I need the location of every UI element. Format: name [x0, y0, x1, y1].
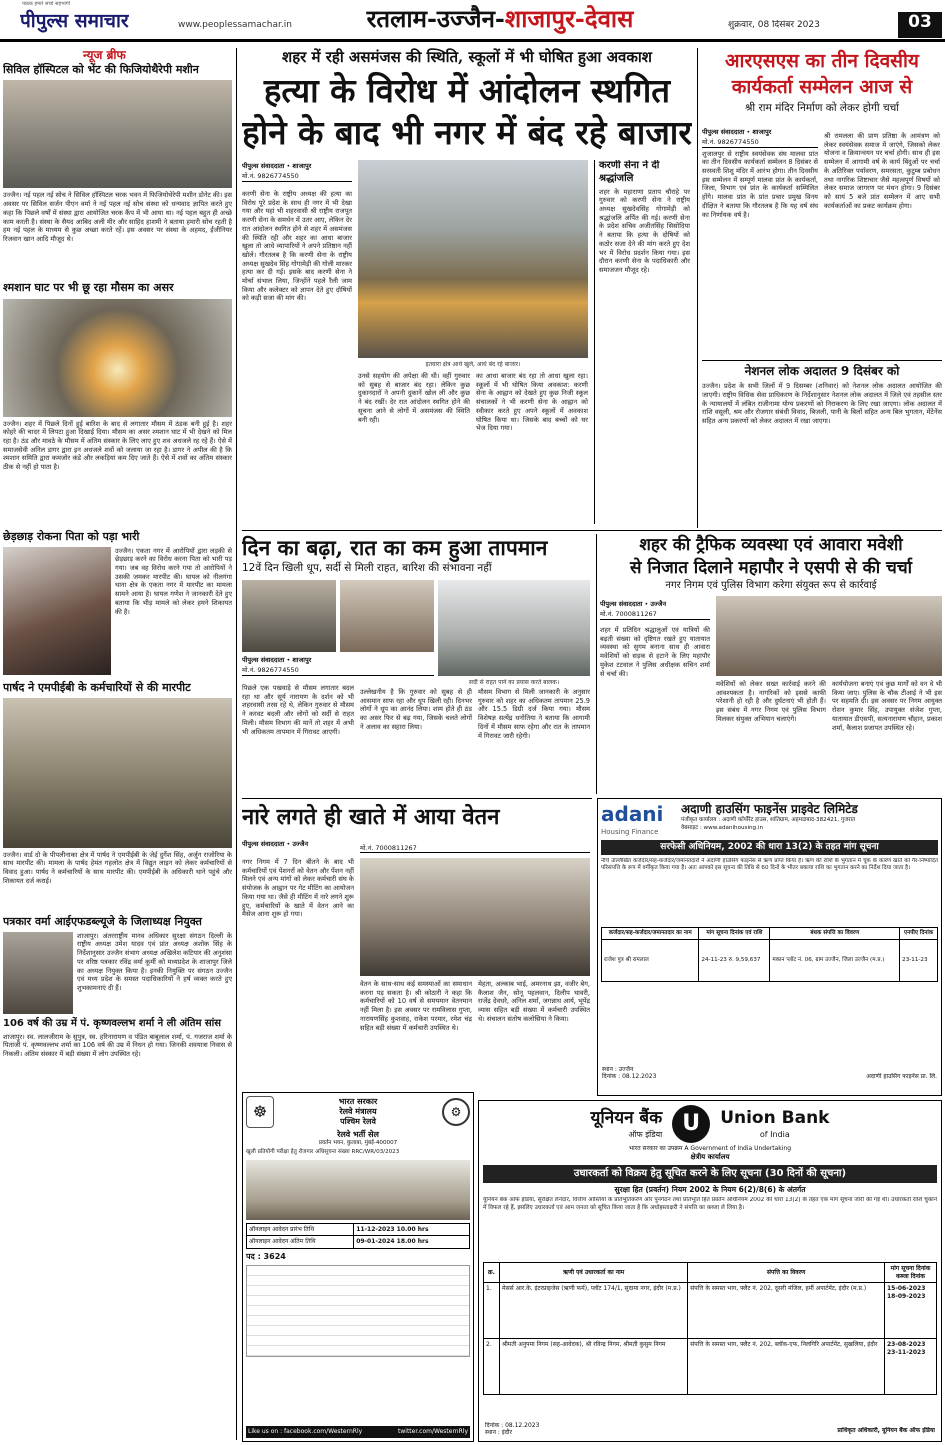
issue-date: शुक्रवार, 08 दिसंबर 2023	[728, 20, 820, 30]
article-col: वेतन के साथ-साथ कई समस्याओं का समाधान करना पड़ सकता है। श्री कोठारी ने कहा कि कर्मचारियों को 10 वर्ष से समयमान वेतनमान नहीं मिला है। इस अवसर पर रामविलास गुप्ता, नारायणसिंह कुशवाह, राकेश परमार, रमेश चंद्र सहित बड़ी संख्या में कर्मचारी उपस्थित थे।	[360, 980, 472, 1032]
section-title	[325, 4, 675, 36]
table-cell: 23-11-23	[900, 940, 938, 982]
photo-mayor-meeting	[716, 596, 942, 676]
kicker: शहर में रही असमंजस की स्थिति, स्कूलों में भी घोषित हुआ अवकाश	[282, 48, 652, 66]
lok-adalat	[702, 360, 942, 525]
story-title: छेड़छाड़ रोकना पिता को पड़ा भारी	[3, 529, 140, 543]
story-body: उज्जैन। शहर में पिछले दिनों हुई बारिश के बाद से लगातार मौसम में ठंडक बनी हुई है। शहर कोहरे की चादर में लिपटा हुआ दिखाई दिया। मौसम का असर श्मशान घाट में भी देखने को मिल रहा है। ठंड और मावठे के मौसम में अंतिम संस्कार के लिए लाए हुए शव अधजले रह रहे हैं। ऐसे में समाजसेवी अनिल डागर द्वारा इन अधजले शवों को जलाया जा रहा है। डागर ने अपील की है कि श्मशान समिति द्वारा कमजोर कंडे और लकड़ियां कम दिए जाते हैं। ऐसे में शवों का अंतिम संस्कार ठीक से नहीं हो पाता है।	[3, 419, 232, 472]
headline: हत्या के विरोध में आंदोलन स्थगित	[263, 71, 671, 110]
union-office: क्षेत्रीय कार्यालय	[690, 1152, 730, 1161]
brief-story-3	[3, 530, 232, 675]
union-eng: Union Bank	[720, 1108, 830, 1128]
article-rss: आरएसएस का तीन दिवसीय कार्यकर्ता सम्मेलन आज से श्री राम मंदिर निर्माण को लेकर होगी चर्चा पीपुल्स संवाददाता • शाजापुर मो.नं. 9826774550 शुजालपुर से राष्ट्रीय स्वयंसेवक संघ मालवा प्रांत का तीन दिवसीय कार्यकर्ता सम्मेलन 8 दिसंबर से सरस्वती शिशु मंदिर में आरंभ होगा। तीन दिवसीय इस सम्मेलन में सम्पूर्ण मालवा प्रांत के कार्यकर्ता, जिला, विभाग एवं प्रांत के कार्यकर्ता सम्मिलित होंगे। मालवा प्रांत के प्रांत प्रचार प्रमुख विनय दीक्षित ने बताया कि गौरतलब है कि यह वर्ष संघ का निर्णायक वर्ष है। श्री रामलला की प्राण प्रतिष्ठा के आमंत्रण को लेकर स्वयंसेवक समाज में जाएंगे, जिसको लेकर योजना व क्रियान्वयन पर चर्चा होगी। साथ ही इस सम्मेलन में आगामी वर्ष के कार्य बिंदुओं पर चर्चा के अतिरिक्त पर्यावरण, समरसता, कुटुम्ब प्रबोधन तथा नागरिक शिष्टाचार जैसे महत्वपूर्ण विषयों को लेकर समाज जागरण पर मंथन होगा। 9 दिसंबर को सायं 5 बजे प्रांत सम्मेलन में आए सभी कार्यकर्ताओं का प्रकट कार्यक्रम होगा। नेशनल लोक अदालत 9 दिसंबर को उज्जैन। प्रदेश के सभी जिलों में 9 दिसम्बर (शनिवार) को नेशनल लोक अदालत आयोजित की जाएगी। राष्ट्रीय विधिक सेवा प्राधिकरण के निर्देशानुसार नेशनल लोक अदालत में जिले एवं तहसील स्तर के न्यायालयों में लंबित राजीनामा योग्य प्रकरणों को निराकरण के लिए रखा जाएगा। लोक अदालत में राशि वसूली, श्रम और रोजगार संबंधी विवाद, बिजली, पानी के बिलों सहित अन्य बिल भुगतान, मेंटेनेंस सहित अन्य प्रकरणों को लेकर अदालत में रखा जाएगा।	[702, 48, 942, 528]
table-cell: मेसर्स आर.के. इंटरप्राइजेस (ऋणी फर्म), प्लॉट 174/1, सुदामा नगर, इंदौर (म.प्र.)	[500, 1283, 688, 1339]
adani-title: अदाणी हाउसिंग फाइनेंस प्राइवेट लिमिटेड	[681, 802, 858, 816]
photo-scuffle	[3, 698, 232, 848]
table-header: क्र.	[484, 1263, 500, 1283]
article-col: मवेशियों को लेकर सख्त कार्रवाई करने की आवश्यकता है। नागरिकों को इससे काफी परेशानी हो रही है और दुर्घटनाएं भी होती हैं। इस संबंध में नगर निगम एवं पुलिस विभाग मिलकर संयुक्त अभियान चलाएंगे।	[716, 680, 826, 723]
adani-table	[601, 927, 938, 982]
news-brief-label: न्यूज ब्रीफ	[83, 48, 126, 62]
adani-web[interactable]: वेबसाइट : www.adanihousing.in	[681, 824, 763, 831]
story-body: उज्जैन। वार्ड दो के पीपलीनाका क्षेत्र में पार्षद ने एमपीईबी के जेई दुर्गेश सिंह, अर्जुन राजोरिया के साथ मारपीट की। मामला के पार्षद हेमंत गहलोत क्षेत्र में विद्युत लाइन को लेकर कर्मचारियों से विवाद हुआ। पार्षद ने कर्मचारियों के साथ मारपीट की। एमपीईबी के अधिकारी थाने पहुंचे और शिकायत दर्ज कराई।	[3, 850, 232, 885]
table-cell: राजेश पुत्र श्री रामलाल	[602, 940, 699, 982]
place: शाजापुर	[752, 128, 772, 136]
headline: दिन का बढ़ा, रात का कम हुआ तापमान	[242, 535, 548, 560]
adani-notice	[597, 798, 942, 1096]
union-body: यूनियन बैंक ऑफ इंडिया, सुरक्षित लेनदार, वित्तीय आस्तियों के प्रतिभूतिकरण और पुनर्गठन तथा प्रतिभूति हित प्रवर्तन अधिनियम 2002 की धारा 13(2) के तहत एक मांग सूचना जारी की गई थी। उधारकर्ता राशि चुकाने में विफल रहे हैं, इसलिए उधारकर्ता एवं आम जनता को सूचित किया जाता है कि अधोहस्ताक्षरी ने संपत्ति का कब्जा ले लिया है।	[483, 1197, 937, 1211]
article-col: उनसे सहयोग की अपेक्षा की थी। वहीं गुरुवार को सुबह से बाजार बंद रहा। लेकिन कुछ दुकानदारों ने अपनी दुकानें खोल लीं और कुछ ने बंद रखीं। देर रात आंदोलन स्थगित होने की सूचना आने से लोगों में असमंजस की स्थिति बनी रही।	[358, 372, 470, 424]
byline: पीपुल्स संवाददाता	[702, 128, 745, 136]
article-col: पिछले एक पखवाड़े से मौसम लगातार बदल रहा था और सूर्य नारायण के दर्शन को भी शहरवासी तरस रहे थे, लेकिन गुरुवार से मौसम ने करवट बदली और लोगों को सर्दी से राहत मिली। मौसम विभाग की मानें तो शहर में अभी भी अधिकतम तापमान में गिरावट आएगी।	[242, 684, 354, 736]
subheadline: नगर निगम एवं पुलिस विभाग करेगा संयुक्त रूप से कार्रवाई	[665, 580, 877, 591]
table-header: एनपीए दिनांक	[900, 928, 938, 940]
mobile: मो.नं. 9826774550	[242, 172, 352, 181]
rail-title: रेलवे भर्ती सेल	[337, 1130, 379, 1139]
rail-org: भारत सरकार	[338, 1096, 378, 1106]
adani-sub: Housing Finance	[601, 827, 659, 836]
adani-logo: adani	[601, 802, 664, 826]
article-col: का आधा बाजार बंद रहा तो आधा खुला रहा। स्कूलों में भी घोषित किया अवकाश: करणी सेना के आह्वान को देखते हुए कुछ निजी स्कूल संचालकों ने भी करणी सेना के आह्वान को स्वीकार करते हुए अपने स्कूलों में अवकाश घोषित किया था। जिसके बाद बच्चों को घर भेज दिया गया।	[476, 372, 588, 433]
article-col: शुजालपुर से राष्ट्रीय स्वयंसेवक संघ मालवा प्रांत का तीन दिवसीय कार्यकर्ता सम्मेलन 8 दिसंबर से सरस्वती शिशु मंदिर में आरंभ होगा। तीन दिवसीय इस सम्मेलन में सम्पूर्ण मालवा प्रांत के कार्यकर्ता, जिला, विभाग एवं प्रांत के कार्यकर्ता सम्मिलित होंगे। मालवा प्रांत के प्रांत प्रचार प्रमुख विनय दीक्षित ने बताया कि गौरतलब है कि यह वर्ष संघ का निर्णायक वर्ष है।	[702, 149, 818, 219]
left-column	[3, 48, 232, 1442]
story-title: 106 वर्ष की उम्र में पं. कृष्णवल्लभ शर्मा ने ली अंतिम सांस	[3, 1017, 222, 1029]
mobile: मो.नं. 9826774550	[702, 138, 818, 147]
table-cell: संपत्ति के समस्त भाग, फ्लैट नं. 202, दूसरी मंजिल, हमीं अपार्टमेंट, इंदौर (म.प्र.)	[688, 1283, 885, 1339]
union-table	[483, 1262, 937, 1395]
section-title-a: रतलाम-उज्जैन-	[366, 4, 505, 33]
logo: पीपुल्स समाचार	[20, 10, 129, 32]
article-col: करणी सेना के राष्ट्रीय अध्यक्ष की हत्या का विरोध पूरे प्रदेश के साथ ही नगर में भी देखा गया और यहां भी शहरवासी श्री राष्ट्रीय राजपूत करणी सेना के समर्थन में उतर आए, लेकिन देर रात आंदोलन स्थगित होने से शहर में असमंजस की स्थिति रही और शहर का आधा बाजार खुला तो आधे व्यापारियों ने अपने प्रतिष्ठान नहीं खोले। गौरतलब है कि करणी सेना के राष्ट्रीय अध्यक्ष सुखदेव सिंह गोगामेड़ी की गोली मारकर हत्या कर दी गई। इसके बाद करणी सेना ने मोर्चा संभाल लिया, जिन्होंने पहले रैली जाम किया और कलेक्टर को ज्ञापन देते हुए दोषियों को कड़ी सजा की मांग की।	[242, 190, 352, 303]
table-cell: ऑनलाइन आवेदन प्रारंभ तिथि	[247, 1223, 354, 1236]
adani-place: स्थान : उज्जैन	[602, 1065, 634, 1073]
article-col: उल्लेखनीय है कि गुरुवार को सुबह से ही आसमान साफ रहा और धूप खिली रही। दिनभर लोगों ने धूप का आनंद लिया। शाम होते ही ठंड का असर फिर से बढ़ गया, जिसके चलते लोगों ने अलाव का सहारा लिया।	[360, 688, 472, 731]
photo-cremation	[3, 299, 232, 417]
table-cell: 11-12-2023 10.00 hrs	[354, 1223, 470, 1236]
table-cell: 23-08-2023 23-11-2023	[885, 1339, 937, 1395]
mobile: मो.नं. 7000811267	[360, 844, 590, 853]
story-title: नेशनल लोक अदालत 9 दिसंबर को	[744, 364, 900, 378]
story-body: शाजापुर। अंतरराष्ट्रीय मानव अधिकार सुरक्षा संगठन दिल्ली के राष्ट्रीय अध्यक्ष उमेश यादव एवं प्रांत अध्यक्ष अशोक सिंह के निर्देशानुसार उज्जैन संभाग अध्यक्ष अखिलेश कटियार की अनुशंसा पर वरिष्ठ पत्रकार रविंद्र वर्मा कूर्मी को मध्यप्रदेश के शाजापुर जिले का अध्यक्ष नियुक्त किया है। इनकी नियुक्ति पर संगठन उज्जैन एवं मध्य प्रदेश के समस्त पदाधिकारियों ने हर्ष व्यक्त करते हुए शुभकामनाएं दी हैं।	[77, 931, 232, 992]
union-logo-icon: U	[672, 1105, 710, 1143]
story-body: उज्जैन। एकता नगर में आरोपियों द्वारा लड़की से छेड़छाड़ करने का विरोध करना पिता को भारी पड़ गया। जब वह विरोध करने गया तो आरोपियों ने उसकी जमकर मारपीट की। घायल को नीलगंगा थाना क्षेत्र के एकता नगर में मारपीट का मामला सामने आया है। घायल गणेश ने जानकारी देते हुए बताया कि भीड़ मामले को लेकर हमने शिकायत की है।	[115, 546, 232, 616]
table-row	[247, 1236, 470, 1249]
adani-date: दिनांक : 08.12.2023	[602, 1073, 657, 1081]
table-header: मांग सूचना दिनांक कब्जा दिनांक	[885, 1263, 937, 1283]
sidebar-karni	[594, 160, 690, 524]
photo-fog-river	[438, 580, 590, 676]
rail-dates	[246, 1223, 470, 1249]
sidebar-title: श्रद्धांजलि	[599, 172, 634, 184]
union-notice-sub: सुरक्षा हित (प्रवर्तन) नियम 2002 के नियम 6(2)/8(6) के अंतर्गत	[614, 1185, 806, 1195]
place: उज्जैन	[650, 600, 667, 608]
photo-caption: सर्दी से राहत पाने का प्रयास करते बालक।	[468, 679, 560, 686]
table-header: संपत्ति का विवरण	[688, 1263, 885, 1283]
page-number: 03	[898, 12, 942, 38]
article-bandh: शहर में रही असमंजस की स्थिति, स्कूलों में भी घोषित हुआ अवकाश हत्या के विरोध में आंदोलन स्थगित होने के बाद भी नगर में बंद रहे बाजार पीपुल्स संवाददाता • शाजापुर मो.नं. 9826774550 करणी सेना के राष्ट्रीय अध्यक्ष की हत्या का विरोध पूरे प्रदेश के साथ ही नगर में भी देखा गया और यहां भी शहरवासी श्री राष्ट्रीय राजपूत करणी सेना के समर्थन में उतर आए, लेकिन देर रात आंदोलन स्थगित होने से शहर में असमंजस की स्थिति रही और शहर का आधा बाजार खुला तो आधे व्यापारियों ने अपने प्रतिष्ठान नहीं खोले। गौरतलब है कि करणी सेना के राष्ट्रीय अध्यक्ष सुखदेव सिंह गोगामेड़ी की गोली मारकर हत्या कर दी गई। इसके बाद करणी सेना ने मोर्चा संभाल लिया, जिन्होंने पहले रैली जाम किया और कलेक्टर को ज्ञापन देते हुए दोषियों को कड़ी सजा की मांग की। इतवारा क्षेत्र आधे खुले, आधे बंद रहे बाजार। उनसे सहयोग की अपेक्षा की थी। वहीं गुरुवार को सुबह से बाजार बंद रहा। लेकिन कुछ दुकानदारों ने अपनी दुकानें खोल लीं और कुछ ने बंद रखीं। देर रात आंदोलन स्थगित होने की सूचना आने से लोगों में असमंजस की स्थिति बनी रही। का आधा बाजार बंद रहा तो आधा खुला रहा। स्कूलों में भी घोषित किया अवकाश: करणी सेना के आह्वान को देखते हुए कुछ निजी स्कूल संचालकों ने भी करणी सेना के आह्वान को स्वीकार करते हुए अपने स्कूलों में अवकाश घोषित किया था। जिसके बाद बच्चों को घर भेज दिया गया। करणी सेना ने दी श्रद्धांजलि शहर के महाराणा प्रताप चौराहे पर गुरुवार को करणी सेना ने राष्ट्रीय अध्यक्ष सुखदेवसिंह गोगामेड़ी को श्रद्धांजलि अर्पित की गई। करणी सेना के प्रदेश सचिव अजीतसिंह सिसोदिया ने बताया कि हत्या के दोषियों को कठोर सजा देने की मांग करते हुए देश भर में विरोध प्रदर्शन किया गया। इस दौरान करणी सेना के पदाधिकारी और समाजजन मौजूद रहे।	[242, 48, 692, 528]
railway-recruitment-ad	[242, 1092, 474, 1442]
table-cell: 09-01-2024 18.00 hrs	[354, 1236, 470, 1249]
sidebar-body: शहर के महाराणा प्रताप चौराहे पर गुरुवार को करणी सेना ने राष्ट्रीय अध्यक्ष सुखदेवसिंह गोगामेड़ी को श्रद्धांजलि अर्पित की गई। करणी सेना के प्रदेश सचिव अजीतसिंह सिसोदिया ने बताया कि हत्या के दोषियों को कठोर सजा देने की मांग करते हुए देश भर में विरोध प्रदर्शन किया गया। इस दौरान करणी सेना के पदाधिकारी और समाजजन मौजूद रहे।	[599, 187, 690, 274]
headline: कार्यकर्ता सम्मेलन आज से	[731, 76, 913, 98]
section-title-b: शाजापुर-देवास	[504, 4, 634, 33]
brief-story-6	[3, 1018, 232, 1091]
subheadline: 12वें दिन खिली धूप, सर्दी से मिली राहत, बारिश की संभावना नहीं	[242, 562, 492, 574]
table-cell: 15-06-2023 18-09-2023	[885, 1283, 937, 1339]
adani-body: नीचे उल्लिखित कर्जदार/सह-कर्जदार/जमानतदारों ने अदाणी हाउसिंग फाइनेंस से ऋण प्राप्त किया है। ऋण की राशि के भुगतान में चूक के कारण खाते को गैर-निष्पादित परिसंपत्ति के रूप में वर्गीकृत किया गया है। अतः आपको इस सूचना की तिथि से 60 दिनों के भीतर बकाया राशि का भुगतान करने का निर्देश दिया जाता है।	[601, 858, 938, 872]
sidebar-title: करणी सेना ने दी	[599, 160, 660, 171]
byline: पीपुल्स संवाददाता	[600, 600, 643, 608]
table-cell: 2.	[484, 1339, 500, 1395]
table-cell: 1.	[484, 1283, 500, 1339]
article-col: शहर में प्रतिदिन श्रद्धालुओं एवं यात्रियों की बढ़ती संख्या को दृष्टिगत रखते हुए यातायात व्यवस्था को सुगम बनाना साथ ही आवारा मवेशियों को सड़क से हटाने के लिए महापौर मुकेश टटवाल ने पुलिस अधीक्षक सचिन शर्मा से चर्चा की।	[600, 626, 710, 678]
union-place: स्थान : इंदौर	[485, 1429, 512, 1437]
story-title: सिविल हॉस्पिटल को भेंट की फिजियोथैरेपी मशीन	[3, 63, 199, 77]
masthead-tag: पाठक हमारे सच्चे सहभागी	[22, 1, 71, 7]
brief-story-5	[3, 915, 232, 1014]
adani-auth: अदाणी हाउसिंग फाइनेंस प्रा. लि.	[866, 1073, 937, 1081]
rail-posts: पद : 3624	[246, 1252, 286, 1262]
photo-caption: इतवारा क्षेत्र आधे खुले, आधे बंद रहे बाजार।	[425, 361, 521, 368]
brief-story-2	[3, 281, 232, 525]
rail-advt: खुली प्रतियोगी परीक्षा हेतु रोजगार अधिसूचना संख्या RRC/WR/03/2023	[246, 1149, 400, 1156]
article-col: मौसम विभाग से मिली जानकारी के अनुसार गुरुवार को शहर का अधिकतम तापमान 25.9 और 15.5 डिग्री दर्ज किया गया। मौसम विशेषज्ञ सत्येंद्र धनोतिया ने बताया कि आगामी दिनों में मौसम साफ रहेगा और रात के तापमान में गिरावट जारी रहेगी।	[478, 688, 590, 740]
article-col: नगर निगम में 7 दिन बीतने के बाद भी कर्मचारियों एवं पेंशनरों को वेतन और पेंशन नहीं मिलने एवं अन्य मांगों को लेकर कर्मचारी संघ के संयोजक के आह्वान पर गेट मीटिंग का आयोजन किया गया था। जैसे ही मीटिंग में नारे लगने शुरू हुए, कर्मचारियों के खाते में वेतन आने का मैसेज आना शुरू हो गया।	[242, 858, 354, 919]
story-body: शाजापुर। स्व. लालजीराम के सुपुत्र, स्व. हरिनारायण व पंडित बाबूलाल शर्मा, पं. गजराज शर्मा के पिताजी पं. कृष्णवल्लभ शर्मा का 106 वर्ष की उम्र में निधन हो गया। जिनकी शवयात्रा निवास से निकली। अंतिम संस्कार में बड़ी संख्या में लोग उपस्थित रहे।	[3, 1032, 232, 1058]
union-hindi-sub: ऑफ इंडिया	[628, 1129, 663, 1139]
table-row	[484, 1283, 937, 1339]
article-traffic: शहर की ट्रैफिक व्यवस्था एवं आवारा मवेशी से निजात दिलाने महापौर ने एसपी से की चर्चा नगर निगम एवं पुलिस विभाग करेगा संयुक्त रूप से कार्रवाई पीपुल्स संवाददाता • उज्जैन मो.नं. 7000811267 शहर में प्रतिदिन श्रद्धालुओं एवं यात्रियों की बढ़ती संख्या को दृष्टिगत रखते हुए यातायात व्यवस्था को सुगम बनाना साथ ही आवारा मवेशियों को सड़क से हटाने के लिए महापौर मुकेश टटवाल ने पुलिस अधीक्षक सचिन शर्मा से चर्चा की। मवेशियों को लेकर सख्त कार्रवाई करने की आवश्यकता है। नागरिकों को इससे काफी परेशानी हो रही है और दुर्घटनाएं भी होती हैं। इस संबंध में नगर निगम एवं पुलिस विभाग मिलकर संयुक्त अभियान चलाएंगे। कार्ययोजना बनाएं एवं कुछ मार्गों को वन वे भी किया जाए। पुलिस के चौक टीआई ने भी इस पर सहमति दी। इस अवसर पर निगम आयुक्त रोशन कुमार सिंह, उपायुक्त संजेश गुप्ता, यातायात डीएसपी, सत्यनारायण चौहान, प्रकाश शर्मा, कैलाश प्रजापत उपस्थित रहे।	[600, 534, 942, 796]
table-header: कर्जदार/सह-कर्जदार/जमानतदार का नाम	[602, 928, 699, 940]
union-date: दिनांक : 08.12.2023	[485, 1421, 540, 1429]
photo-injured-man	[3, 547, 111, 675]
story-body: उज्जैन। नई पहल नई सोच ने सिविल हॉस्पिटल चरक भवन में फिजियोथेरेपी मशीन डोनेट की। इस अवसर पर सिविल सर्जन पीएन वर्मा ने नई पहल नई सोच संस्था को धन्यवाद ज्ञापित करते हुए कहा कि पिछले वर्षों में संस्था द्वारा आयोजित चरक कैंप में भी आया था। नई पहल बहुत ही अच्छे काम करती है। संस्था के सैयद आबिद अली मीर और साहिद हाशमी ने बताया हमारी सोच रहती है हम नई पहल के माध्यम से कुछ अच्छा करते रहें। इस अवसर पर संस्था के अहमद, ईंजीनियर रिजवान खान आदि मौजूद थे।	[3, 191, 232, 243]
photo-children	[340, 580, 434, 652]
mobile: मो.नं. 7000811267	[600, 610, 710, 619]
union-tagline: भारत सरकार का उपक्रम A Government of India Undertaking	[628, 1145, 792, 1152]
byline: पीपुल्स संवाददाता	[242, 162, 285, 170]
table-cell: मकान प्लॉट नं. 06, ग्राम उज्जैन, जिला उज्जैन (म.प्र.)	[770, 940, 900, 982]
byline: पीपुल्स संवाददाता	[242, 840, 285, 848]
rail-org: रेलवे मंत्रालय	[339, 1106, 377, 1116]
union-eng-sub: of India	[759, 1129, 790, 1139]
adani-address: पंजीकृत कार्यालय : अदाणी कॉर्पोरेट हाउस, शांतिग्राम, अहमदाबाद-382421, गुजरात	[681, 817, 856, 824]
railway-logo-icon: ⚙	[442, 1098, 470, 1126]
place: उज्जैन	[292, 840, 309, 848]
table-row	[247, 1223, 470, 1236]
article-salary: नारे लगते ही खाते में आया वेतन पीपुल्स संवाददाता • उज्जैन मो.नं. 7000811267 नगर निगम में 7 दिन बीतने के बाद भी कर्मचारियों एवं पेंशनरों को वेतन और पेंशन नहीं मिलने एवं अन्य मांगों को लेकर कर्मचारी संघ के संयोजक के आह्वान पर गेट मीटिंग का आयोजन किया गया था। जैसे ही मीटिंग में नारे लगने शुरू हुए, कर्मचारियों के खाते में वेतन आने का मैसेज आना शुरू हो गया। वेतन के साथ-साथ कई समस्याओं का समाधान करना पड़ सकता है। श्री कोठारी ने कहा कि कर्मचारियों को 10 वर्ष से समयमान वेतनमान नहीं मिला है। इस अवसर पर रामविलास गुप्ता, नारायणसिंह कुशवाह, राकेश परमार, रमेश चंद्र सहित बड़ी संख्या में कर्मचारी उपस्थित थे। मेहता, अल्काब भाई, अमरनाथ झा, वजीर बेग, कैलाश जैन, सोनू पहलवान, दिलीप घावरी, राजेंद्र देवधरे, अनिल शर्मा, जगन्नाथ आर्य, भूपेंद्र व्यास सहित बड़ी संख्या में कर्मचारी उपस्थित थे। संचालन संतोष कलोसिया ने किया।	[242, 802, 592, 1090]
article-col: श्री रामलला की प्राण प्रतिष्ठा के आमंत्रण को लेकर स्वयंसेवक समाज में जाएंगे, जिसको लेकर योजना व क्रियान्वयन पर चर्चा होगी। साथ ही इस सम्मेलन में आगामी वर्ष के कार्य बिंदुओं पर चर्चा के अतिरिक्त पर्यावरण, समरसता, कुटुम्ब प्रबोधन तथा नागरिक शिष्टाचार जैसे महत्वपूर्ण विषयों को लेकर समाज जागरण पर मंथन होगा। 9 दिसंबर को सायं 5 बजे प्रांत सम्मेलन में आए सभी कार्यकर्ताओं का प्रकट कार्यक्रम होगा।	[824, 132, 940, 210]
table-header: ऋणी एवं उधारकर्ता का नाम	[500, 1263, 688, 1283]
twitter-link[interactable]: twitter.com/WesternRly	[398, 1428, 468, 1436]
headline: आरएसएस का तीन दिवसीय	[725, 50, 919, 72]
article-col: मेहता, अल्काब भाई, अमरनाथ झा, वजीर बेग, कैलाश जैन, सोनू पहलवान, दिलीप घावरी, राजेंद्र देवधरे, अनिल शर्मा, जगन्नाथ आर्य, भूपेंद्र व्यास सहित बड़ी संख्या में कर्मचारी उपस्थित थे। संचालन संतोष कलोसिया ने किया।	[478, 980, 590, 1023]
masthead	[0, 0, 945, 42]
photo-gate-meeting	[360, 858, 590, 976]
table-header: बंधक संपत्ति का विवरण	[770, 928, 900, 940]
mobile: मो.नं. 9826774550	[242, 666, 434, 675]
table-cell: 24-11-23 रु. 9,59,637	[699, 940, 770, 982]
union-notice-title: उधारकर्ता को विक्रय हेतु सूचित करने के लिए सूचना (30 दिनों की सूचना)	[483, 1165, 937, 1184]
photo-market-shop	[242, 580, 336, 652]
byline: पीपुल्स संवाददाता	[242, 656, 285, 664]
union-bank-notice	[478, 1100, 942, 1442]
rail-address: प्रवर्तन भवन, कुलाबा, मुंबई-400007	[318, 1140, 398, 1147]
rail-org: पश्चिम रेलवे	[340, 1117, 376, 1127]
photo-physiotherapy	[3, 80, 232, 188]
story-title: पत्रकार वर्मा आईएफडब्ल्यूजे के जिलाध्यक्ष नियुक्त	[3, 914, 202, 928]
table-cell: ऑनलाइन आवेदन अंतिम तिथि	[247, 1236, 354, 1249]
photo-railway-building	[246, 1160, 470, 1220]
table-row	[484, 1339, 937, 1395]
headline: से निजात दिलाने महापौर ने एसपी से की चर्चा	[629, 558, 913, 578]
headline: होने के बाद भी नगर में बंद रहे बाजार	[242, 113, 692, 152]
rail-table-placeholder	[246, 1265, 470, 1357]
table-cell: संपत्ति के समस्त भाग, फ्लैट नं. 202, ब्लॉक-एफ, निलगिरि अपार्टमेंट, सुखलिया, इंदौर	[688, 1339, 885, 1395]
facebook-link[interactable]: Like us on : facebook.com/WesternRly	[248, 1428, 363, 1436]
emblem-icon: ☸	[246, 1096, 274, 1128]
story-body: उज्जैन। प्रदेश के सभी जिलों में 9 दिसम्बर (शनिवार) को नेशनल लोक अदालत आयोजित की जाएगी। राष्ट्रीय विधिक सेवा प्राधिकरण के निर्देशानुसार नेशनल लोक अदालत में जिले एवं तहसील स्तर के न्यायालयों में लंबित राजीनामा योग्य प्रकरणों को निराकरण के लिए रखा जाएगा। लोक अदालत में राशि वसूली, श्रम और रोजगार संबंधी विवाद, बिजली, पानी के बिलों सहित अन्य बिल भुगतान, मेंटेनेंस सहित अन्य प्रकरणों को लेकर अदालत में रखा जाएगा।	[702, 382, 942, 426]
headline: नारे लगते ही खाते में आया वेतन	[242, 804, 500, 830]
brief-story-1	[3, 63, 232, 277]
headline: शहर की ट्रैफिक व्यवस्था एवं आवारा मवेशी	[639, 535, 903, 555]
article-temperature: दिन का बढ़ा, रात का कम हुआ तापमान 12वें दिन खिली धूप, सर्दी से मिली राहत, बारिश की संभावना नहीं पीपुल्स संवाददाता • शाजापुर मो.नं. 9826774550 सर्दी से राहत पाने का प्रयास करते बालक। पिछले एक पखवाड़े से मौसम लगातार बदल रहा था और सूर्य नारायण के दर्शन को भी शहरवासी तरस रहे थे, लेकिन गुरुवार से मौसम ने करवट बदली और लोगों को सर्दी से राहत मिली। मौसम विभाग की मानें तो शहर में अभी भी अधिकतम तापमान में गिरावट आएगी। उल्लेखनीय है कि गुरुवार को सुबह से ही आसमान साफ रहा और धूप खिली रही। दिनभर लोगों ने धूप का आनंद लिया। शाम होते ही ठंड का असर फिर से बढ़ गया, जिसके चलते लोगों ने अलाव का सहारा लिया। मौसम विभाग से मिली जानकारी के अनुसार गुरुवार को शहर का अधिकतम तापमान 25.9 और 15.5 डिग्री दर्ज किया गया। मौसम विशेषज्ञ सत्येंद्र धनोतिया ने बताया कि आगामी दिनों में मौसम साफ रहेगा और रात के तापमान में गिरावट जारी रहेगी।	[242, 534, 592, 794]
table-row	[602, 940, 938, 982]
story-title: श्मशान घाट पर भी छू रहा मौसम का असर	[3, 281, 174, 295]
adani-notice-title: सरफेसी अधिनियम, 2002 की धारा 13(2) के तहत मांग सूचना	[601, 840, 938, 856]
union-auth: प्राधिकृत अधिकारी, यूनियन बैंक ऑफ इंडिया	[837, 1427, 935, 1435]
table-header: मांग सूचना दिनांक एवं राशि	[699, 928, 770, 940]
table-cell: श्रीमती अनुपमा निगम (सह-आवेदक), श्री रविन्द्र निगम, श्रीमती कुसुम निगम	[500, 1339, 688, 1395]
photo-journalist	[3, 932, 73, 1014]
brief-story-4	[3, 681, 232, 911]
article-col: कार्ययोजना बनाएं एवं कुछ मार्गों को वन वे भी किया जाए। पुलिस के चौक टीआई ने भी इस पर सहमति दी। इस अवसर पर निगम आयुक्त रोशन कुमार सिंह, उपायुक्त संजेश गुप्ता, यातायात डीएसपी, सत्यनारायण चौहान, प्रकाश शर्मा, कैलाश प्रजापत उपस्थित रहे।	[832, 680, 942, 732]
union-hindi: यूनियन बैंक	[590, 1108, 663, 1128]
place: शाजापुर	[292, 162, 312, 170]
photo-market	[358, 160, 588, 358]
subheadline: श्री राम मंदिर निर्माण को लेकर होगी चर्चा	[744, 102, 900, 114]
site-url[interactable]: www.peoplessamachar.in	[178, 20, 292, 30]
place: शाजापुर	[292, 656, 312, 664]
story-title: पार्षद ने एमपीईबी के कर्मचारियों से की मारपीट	[3, 680, 191, 694]
